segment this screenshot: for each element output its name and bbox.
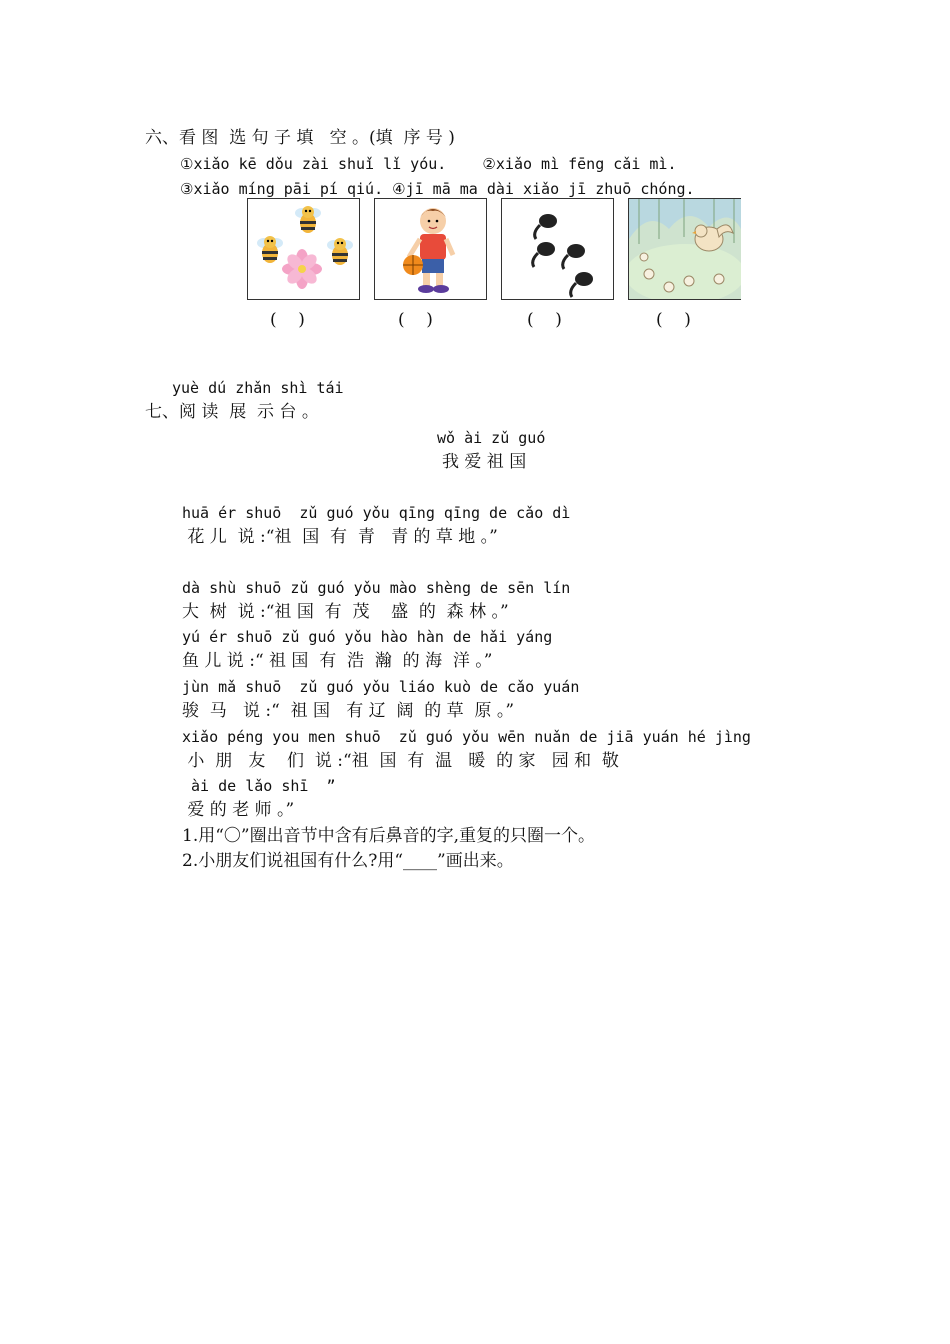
- poem-line-6: 爱 的 老 师 。”: [182, 800, 295, 820]
- poem-line-4: 骏 马 说 :“ 祖 国 有 辽 阔 的 草 原 。”: [182, 701, 515, 721]
- poem-line-1: 花 儿 说 :“祖 国 有 青 青 的 草 地 。”: [182, 527, 498, 547]
- answer-blank-3[interactable]: ( ): [527, 310, 562, 330]
- poem-line-4-pinyin: jùn mǎ shuō zǔ guó yǒu liáo kuò de cǎo yuán: [182, 678, 580, 696]
- answer-blank-4[interactable]: ( ): [656, 310, 691, 330]
- poem-line-5: 小 朋 友 们 说 :“祖 国 有 温 暖 的 家 园 和 敬: [182, 751, 619, 771]
- poem-title-pinyin: wǒ ài zǔ guó: [437, 429, 546, 447]
- picture-boy-ball: [374, 198, 487, 300]
- section7-title: 七、阅 读 展 示 台 。: [145, 402, 319, 422]
- poem-line-5-pinyin: xiǎo péng you men shuō zǔ guó yǒu wēn nuǎn de jiā yuán hé jìng: [182, 728, 751, 746]
- poem-line-2: 大 树 说 :“祖 国 有 茂 盛 的 森 林 。”: [182, 602, 509, 622]
- picture-hen-chicks: [628, 198, 741, 300]
- question-1: 1.用“〇”圈出音节中含有后鼻音的字,重复的只圈一个。: [182, 826, 596, 846]
- answer-blank-1[interactable]: ( ): [270, 310, 305, 330]
- picture-bees-flower: [247, 198, 360, 300]
- options-line-1: ①xiǎo kē dǒu zài shuǐ lǐ yóu. ②xiǎo mì fēng cǎi mì.: [180, 155, 677, 173]
- poem-title: 我 爱 祖 国: [442, 452, 527, 472]
- question-2: 2.小朋友们说祖国有什么?用“____”画出来。: [182, 851, 514, 871]
- poem-line-6-pinyin: ài de lǎo shī ”: [182, 777, 336, 795]
- poem-line-3: 鱼 儿 说 :“ 祖 国 有 浩 瀚 的 海 洋 。”: [182, 651, 493, 671]
- options-line-2: ③xiǎo míng pāi pí qiú. ④jī mā ma dài xiǎo jī zhuō chóng.: [180, 180, 695, 198]
- answer-blank-2[interactable]: ( ): [398, 310, 433, 330]
- poem-line-2-pinyin: dà shù shuō zǔ guó yǒu mào shèng de sēn lín: [182, 579, 571, 597]
- poem-line-1-pinyin: huā ér shuō zǔ guó yǒu qīng qīng de cǎo dì: [182, 504, 571, 522]
- poem-line-3-pinyin: yú ér shuō zǔ guó yǒu hào hàn de hǎi yáng: [182, 628, 553, 646]
- picture-tadpoles: [501, 198, 614, 300]
- section7-title-pinyin: yuè dú zhǎn shì tái: [172, 379, 344, 397]
- section6-title: 六、看 图 选 句 子 填 空 。(填 序 号 ): [145, 128, 455, 148]
